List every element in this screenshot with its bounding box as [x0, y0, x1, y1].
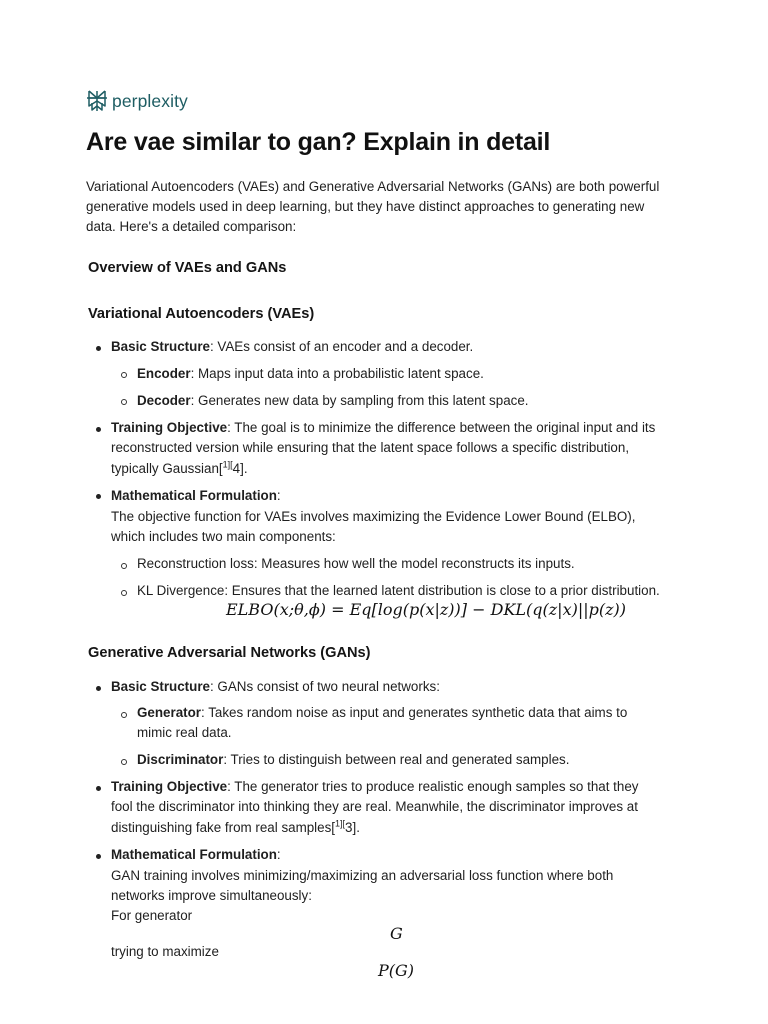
bullet-dot — [96, 346, 101, 351]
gan-math-formulation — [111, 845, 691, 866]
term: Mathematical Formulation — [111, 847, 277, 862]
sub-bullet-circle — [121, 712, 127, 718]
perplexity-logo[interactable] — [86, 89, 188, 113]
bullet-dot — [96, 854, 101, 859]
vae-math-line-1: The objective function for VAEs involves maximizing the Evidence Lower Bound (ELBO), — [111, 509, 636, 524]
sub-bullet-circle — [121, 590, 127, 596]
text: : VAEs consist of an encoder and a decoder. — [209, 339, 474, 354]
sub-bullet-circle — [121, 759, 127, 765]
vae-heading: Variational Autoencoders (VAEs) — [88, 306, 315, 322]
citation-link[interactable]: 1][ — [335, 818, 346, 829]
text: : Tries to distinguish between real and generated samples. — [223, 752, 570, 767]
vae-kl-item: KL Divergence: Ensures that the learned latent distribution is close to a prior distribution. — [137, 583, 660, 598]
term: Encoder — [137, 366, 191, 381]
gan-trying-to-maximize: trying to maximize — [111, 944, 219, 959]
intro-line-3: data. Here's a detailed comparison: — [86, 219, 297, 234]
vae-encoder-item — [137, 364, 687, 385]
vae-training-line-2: reconstructed version while ensuring that the latent space follows a specific distribution, — [111, 440, 630, 455]
vae-decoder-item — [137, 391, 687, 412]
term: Basic Structure — [111, 679, 210, 694]
text: : The goal is to minimize the difference between the original input and its — [227, 420, 656, 435]
vae-basic-structure — [111, 337, 691, 358]
intro-line-1: Variational Autoencoders (VAEs) and Generative Adversarial Networks (GANs) are both powerful — [86, 179, 660, 194]
text: : GANs consist of two neural networks: — [209, 679, 440, 694]
term: Training Objective — [111, 420, 228, 435]
page-title: Are vae similar to gan? Explain in detail — [86, 128, 551, 156]
term: Decoder — [137, 393, 191, 408]
term: Training Objective — [111, 779, 228, 794]
gan-training-line-3 — [111, 818, 691, 839]
text: : Takes random noise as input and generates synthetic data that aims to — [201, 705, 628, 720]
bullet-dot — [96, 427, 101, 432]
text: : — [276, 847, 281, 862]
term: Mathematical Formulation — [111, 488, 277, 503]
perplexity-logo-icon — [86, 89, 108, 113]
sub-bullet-circle — [121, 372, 127, 378]
text: : — [276, 488, 281, 503]
term: Generator — [137, 705, 201, 720]
sub-bullet-circle — [121, 399, 127, 405]
bullet-dot — [96, 494, 101, 499]
text: typically Gaussian[ — [111, 461, 223, 476]
pg-symbol: P(G) — [378, 961, 415, 980]
vae-reconstruction-item: Reconstruction loss: Measures how well the model reconstructs its inputs. — [137, 556, 575, 571]
vae-math-formulation — [111, 486, 691, 507]
generator-symbol: G — [390, 924, 403, 943]
bullet-dot — [96, 786, 101, 791]
vae-math-line-2: which includes two main components: — [111, 529, 336, 544]
vae-training-line-3 — [111, 459, 691, 480]
gan-for-generator: For generator — [111, 908, 193, 923]
citation-link[interactable]: 1][ — [222, 459, 233, 470]
text: 3]. — [345, 820, 360, 835]
text: : Maps input data into a probabilistic latent space. — [190, 366, 484, 381]
gan-basic-structure — [111, 677, 691, 698]
elbo-equation: ELBO(x;θ,ϕ) = Eq[log(p(x|z))] − DKL(q(z|x)||p(z)) — [226, 600, 627, 619]
term: Basic Structure — [111, 339, 210, 354]
gan-heading: Generative Adversarial Networks (GANs) — [88, 645, 371, 661]
intro-line-2: generative models used in deep learning, but they have distinct approaches to generating new — [86, 199, 645, 214]
overview-heading: Overview of VAEs and GANs — [88, 260, 287, 276]
gan-math-line-2: networks improve simultaneously: — [111, 888, 312, 903]
sub-bullet-circle — [121, 563, 127, 569]
text: distinguishing fake from real samples[ — [111, 820, 336, 835]
brand-name: perplexity — [112, 90, 188, 111]
gan-math-line-1: GAN training involves minimizing/maximizing an adversarial loss function where both — [111, 868, 614, 883]
gan-training-line-2: fool the discriminator into thinking they are real. Meanwhile, the discriminator improves at — [111, 799, 638, 814]
text: : Generates new data by sampling from this latent space. — [190, 393, 529, 408]
gan-generator-line-2: mimic real data. — [137, 725, 232, 740]
gan-generator-item — [137, 703, 687, 724]
term: Discriminator — [137, 752, 224, 767]
vae-training-objective — [111, 418, 691, 439]
text: : The generator tries to produce realistic enough samples so that they — [227, 779, 639, 794]
gan-training-objective — [111, 777, 691, 798]
gan-discriminator-item — [137, 750, 687, 771]
text: 4]. — [232, 461, 248, 476]
bullet-dot — [96, 686, 101, 691]
